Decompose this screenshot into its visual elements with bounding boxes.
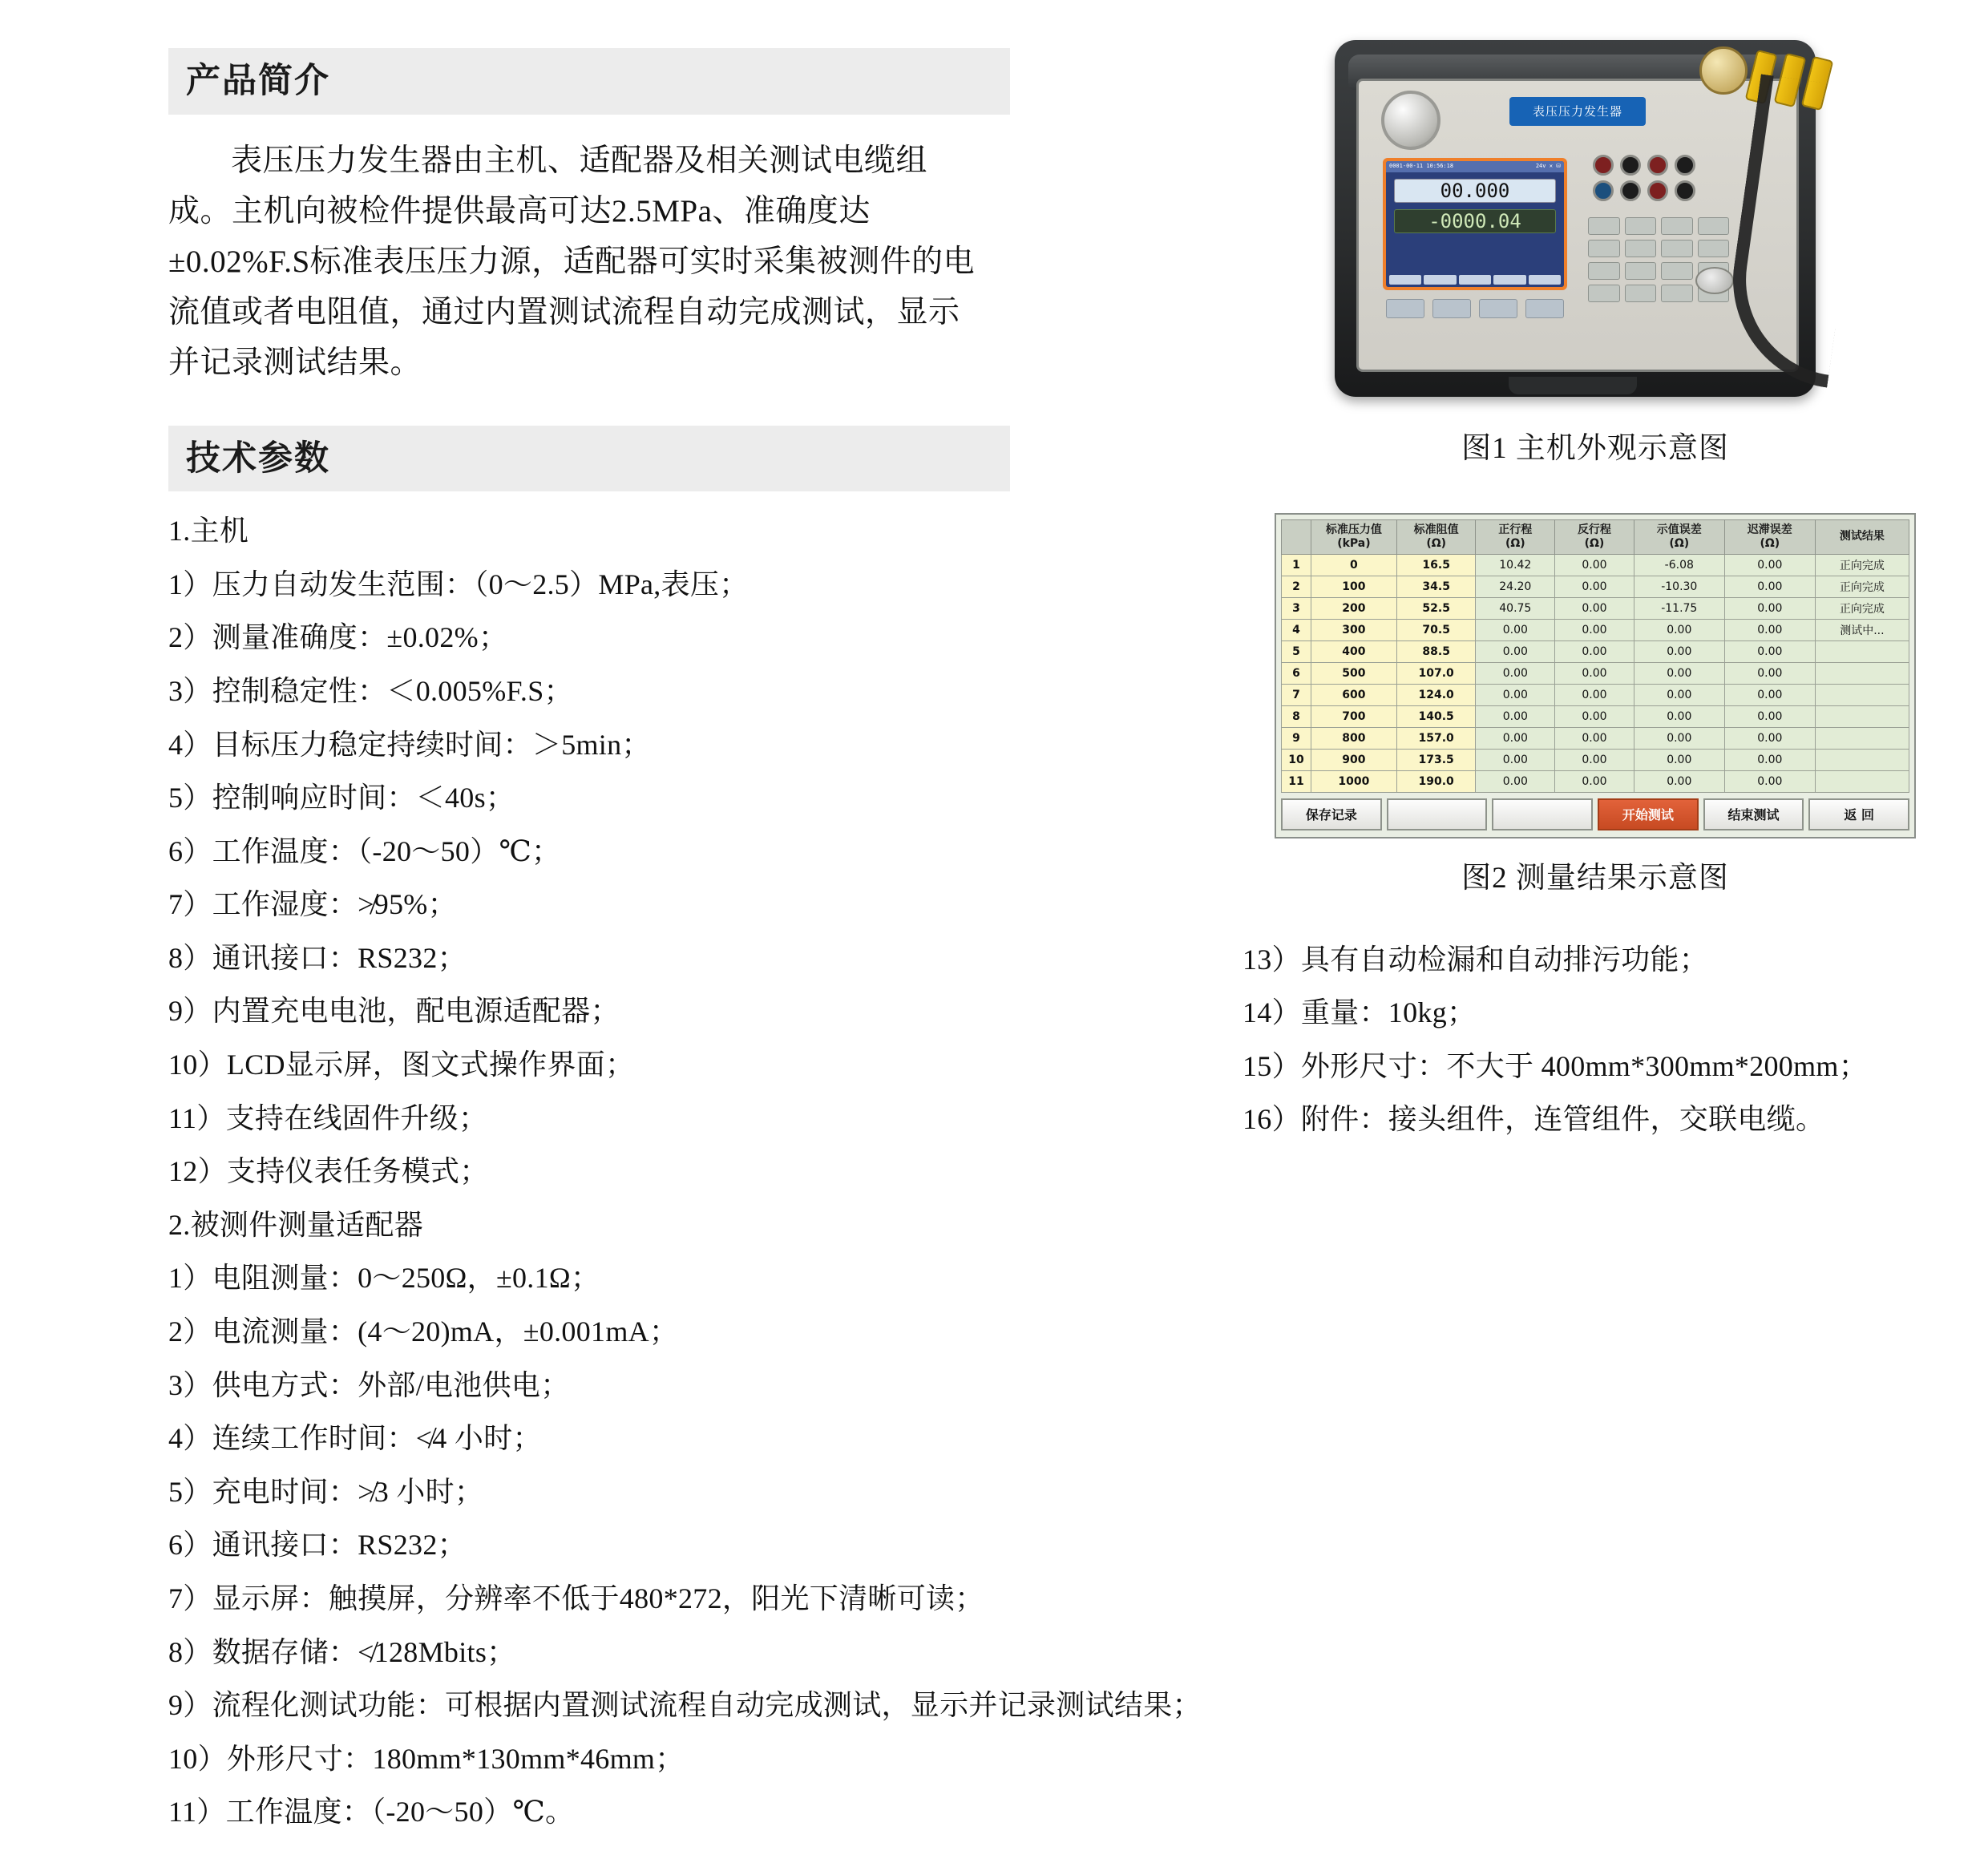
fig2-caption: 图2 测量结果示意图 <box>1461 861 1729 895</box>
cell-forward: 40.75 <box>1476 597 1555 619</box>
pressure-gauge-icon <box>1381 91 1440 150</box>
host-item-7: 7）工作湿度：≯95%； <box>168 888 457 921</box>
spec-list <box>168 515 1202 1829</box>
cell-hysteresis: 0.00 <box>1724 684 1815 705</box>
case-handle <box>1509 377 1637 394</box>
port-blue <box>1593 180 1614 201</box>
lcd-secondary-value: -0000.04 <box>1394 209 1556 233</box>
host-item-11: 11）支持在线固件升级； <box>168 1101 488 1134</box>
col-reverse-stroke: 反行程 (Ω) <box>1555 520 1634 555</box>
cell-reverse: 0.00 <box>1555 619 1634 640</box>
intro-paragraph: 表压压力发生器由主机、适配器及相关测试电缆组成。主机向被检件提供最高可达2.5MPa、准确度达±0.02%F.S标准表压压力源，适配器可实时采集被测件的电流值或者电阻值，通过内置测试流程自动完成测试，显示并记录测试结果。 <box>168 143 976 381</box>
cell-hysteresis: 0.00 <box>1724 705 1815 727</box>
left-column <box>168 48 1202 1850</box>
cell-hysteresis: 0.00 <box>1724 619 1815 640</box>
keypad-key <box>1588 240 1620 257</box>
cell-result: 正向完成 <box>1815 554 1909 576</box>
fig1-caption: 图1 主机外观示意图 <box>1461 432 1729 465</box>
adapter-item-2: 2）电流测量：(4～20)mA，±0.001mA； <box>168 1315 679 1348</box>
brass-connector <box>1699 46 1748 95</box>
cell-index: 11 <box>1282 770 1311 792</box>
port-black <box>1675 180 1695 201</box>
table-row[interactable] <box>1282 619 1909 640</box>
cell-error: 0.00 <box>1634 662 1724 684</box>
banana-port-group <box>1593 155 1721 203</box>
cell-result <box>1815 684 1909 705</box>
keypad-key <box>1625 217 1657 235</box>
cell-pressure: 1000 <box>1311 770 1396 792</box>
cell-result <box>1815 640 1909 662</box>
save-record-button[interactable]: 保存记录 <box>1281 798 1382 830</box>
cell-error: -11.75 <box>1634 597 1724 619</box>
cell-error: 0.00 <box>1634 640 1724 662</box>
col-index <box>1282 520 1311 555</box>
adapter-item-4: 4）连续工作时间：≮4 小时； <box>168 1422 542 1455</box>
port-red <box>1593 155 1614 176</box>
lcd-softkey <box>1424 275 1456 285</box>
device-panel <box>1356 79 1799 372</box>
function-key <box>1386 299 1424 318</box>
function-key <box>1432 299 1471 318</box>
adapter-item-6: 6）通讯接口：RS232； <box>168 1529 467 1562</box>
cell-pressure: 400 <box>1311 640 1396 662</box>
table-row[interactable] <box>1282 640 1909 662</box>
keypad-key <box>1588 262 1620 280</box>
adapter-item-3: 3）供电方式：外部/电池供电； <box>168 1368 570 1401</box>
cell-resistance: 88.5 <box>1396 640 1476 662</box>
cell-resistance: 70.5 <box>1396 619 1476 640</box>
spare-button-2[interactable] <box>1492 798 1593 830</box>
cell-pressure: 600 <box>1311 684 1396 705</box>
back-button[interactable]: 返 回 <box>1808 798 1909 830</box>
cell-reverse: 0.00 <box>1555 684 1634 705</box>
col-standard-pressure: 标准压力值 (kPa) <box>1311 520 1396 555</box>
cell-index: 1 <box>1282 554 1311 576</box>
adapter-item-7: 7）显示屏：触摸屏，分辨率不低于480*272，阳光下清晰可读； <box>168 1582 984 1615</box>
cell-reverse: 0.00 <box>1555 662 1634 684</box>
measurement-table <box>1281 519 1909 793</box>
cell-resistance: 124.0 <box>1396 684 1476 705</box>
panel-function-keys <box>1386 299 1564 318</box>
cell-index: 8 <box>1282 705 1311 727</box>
host-title: 1.主机 <box>168 515 249 548</box>
cell-index: 4 <box>1282 619 1311 640</box>
adapter-item-11: 11）工作温度：（-20～50）℃。 <box>168 1796 575 1829</box>
adapter-item-9: 9）流程化测试功能：可根据内置测试流程自动完成测试，显示并记录测试结果； <box>168 1689 1202 1722</box>
col-hysteresis-error: 迟滞误差 (Ω) <box>1724 520 1815 555</box>
host-item-13: 13）具有自动检漏和自动排污功能； <box>1242 943 1709 976</box>
cell-hysteresis: 0.00 <box>1724 554 1815 576</box>
lcd-screen <box>1386 161 1564 287</box>
cell-error: -10.30 <box>1634 576 1724 597</box>
function-key <box>1525 299 1564 318</box>
cell-forward: 0.00 <box>1476 749 1555 770</box>
adapter-item-8: 8）数据存储：≮128Mbits； <box>168 1635 516 1668</box>
table-row[interactable] <box>1282 662 1909 684</box>
cell-reverse: 0.00 <box>1555 749 1634 770</box>
cell-index: 9 <box>1282 727 1311 749</box>
table-row[interactable] <box>1282 576 1909 597</box>
cell-result: 正向完成 <box>1815 597 1909 619</box>
cell-pressure: 100 <box>1311 576 1396 597</box>
cell-error: 0.00 <box>1634 727 1724 749</box>
cell-resistance: 107.0 <box>1396 662 1476 684</box>
cell-resistance: 52.5 <box>1396 597 1476 619</box>
table-header-row <box>1282 520 1909 555</box>
keypad-key <box>1625 262 1657 280</box>
table-row[interactable] <box>1282 554 1909 576</box>
cell-forward: 0.00 <box>1476 619 1555 640</box>
col-test-result: 测试结果 <box>1815 520 1909 555</box>
cell-index: 3 <box>1282 597 1311 619</box>
cell-resistance: 157.0 <box>1396 727 1476 749</box>
control-knob <box>1695 267 1734 294</box>
cell-resistance: 173.5 <box>1396 749 1476 770</box>
host-spec-continued <box>1234 944 1956 1136</box>
cell-resistance: 190.0 <box>1396 770 1476 792</box>
cell-pressure: 700 <box>1311 705 1396 727</box>
host-item-8: 8）通讯接口：RS232； <box>168 941 467 974</box>
cell-pressure: 0 <box>1311 554 1396 576</box>
cell-reverse: 0.00 <box>1555 770 1634 792</box>
function-key <box>1479 299 1517 318</box>
lcd-timestamp: 0001-00-11 10:56:18 <box>1389 163 1454 169</box>
cell-error: 0.00 <box>1634 770 1724 792</box>
host-item-10: 10）LCD显示屏，图文式操作界面； <box>168 1049 635 1081</box>
cell-hysteresis: 0.00 <box>1724 770 1815 792</box>
keypad-key <box>1661 217 1693 235</box>
cell-pressure: 200 <box>1311 597 1396 619</box>
host-item-12: 12）支持仪表任务模式； <box>168 1155 489 1188</box>
table-row[interactable] <box>1282 597 1909 619</box>
lcd-bezel <box>1383 158 1567 290</box>
lcd-softkey <box>1459 275 1491 285</box>
host-item-15: 15）外形尺寸：不大于 400mm*300mm*200mm； <box>1242 1049 1869 1082</box>
cell-resistance: 16.5 <box>1396 554 1476 576</box>
cell-reverse: 0.00 <box>1555 640 1634 662</box>
cell-reverse: 0.00 <box>1555 576 1634 597</box>
cell-forward: 10.42 <box>1476 554 1555 576</box>
spec-heading: 技术参数 <box>168 426 1010 492</box>
cell-error: 0.00 <box>1634 705 1724 727</box>
keypad-key <box>1625 240 1657 257</box>
cell-pressure: 800 <box>1311 727 1396 749</box>
col-forward-stroke: 正行程 (Ω) <box>1476 520 1555 555</box>
cell-hysteresis: 0.00 <box>1724 640 1815 662</box>
host-item-16: 16）附件：接头组件，连管组件，交联电缆。 <box>1242 1103 1825 1136</box>
host-item-5: 5）控制响应时间：＜40s； <box>168 782 515 814</box>
host-item-4: 4）目标压力稳定持续时间：＞5min； <box>168 728 651 761</box>
lcd-softkey-row <box>1389 275 1561 285</box>
cell-pressure: 900 <box>1311 749 1396 770</box>
port-black <box>1620 155 1641 176</box>
device-photo <box>1251 32 1940 409</box>
cell-forward: 0.00 <box>1476 662 1555 684</box>
cell-result <box>1815 705 1909 727</box>
cell-forward: 0.00 <box>1476 727 1555 749</box>
host-item-14: 14）重量：10kg； <box>1242 996 1477 1029</box>
port-red <box>1647 180 1668 201</box>
stop-test-button[interactable]: 结束测试 <box>1703 798 1804 830</box>
port-red <box>1647 155 1668 176</box>
cell-result <box>1815 727 1909 749</box>
cell-forward: 24.20 <box>1476 576 1555 597</box>
table-body <box>1282 554 1909 792</box>
keypad-key <box>1698 240 1730 257</box>
lcd-softkey <box>1529 275 1561 285</box>
host-item-2: 2）测量准确度：±0.02%； <box>168 621 508 654</box>
adapter-item-10: 10）外形尺寸：180mm*130mm*46mm； <box>168 1742 685 1775</box>
cell-index: 10 <box>1282 749 1311 770</box>
device-badge: 表压压力发生器 <box>1509 97 1646 126</box>
cell-index: 7 <box>1282 684 1311 705</box>
host-item-3: 3）控制稳定性：＜0.005%F.S； <box>168 674 573 707</box>
col-indication-error: 示值误差 (Ω) <box>1634 520 1724 555</box>
cell-resistance: 34.5 <box>1396 576 1476 597</box>
cell-result <box>1815 770 1909 792</box>
cell-hysteresis: 0.00 <box>1724 576 1815 597</box>
cell-reverse: 0.00 <box>1555 597 1634 619</box>
screen-button-bar <box>1281 798 1909 830</box>
cell-result <box>1815 749 1909 770</box>
col-standard-resistance: 标准阻值 (Ω) <box>1396 520 1476 555</box>
cell-resistance: 140.5 <box>1396 705 1476 727</box>
keypad-key <box>1698 217 1730 235</box>
cell-pressure: 300 <box>1311 619 1396 640</box>
spare-button-1[interactable] <box>1387 798 1488 830</box>
cell-error: 0.00 <box>1634 619 1724 640</box>
keypad-key <box>1661 240 1693 257</box>
cell-index: 5 <box>1282 640 1311 662</box>
cell-error: 0.00 <box>1634 749 1724 770</box>
port-black <box>1620 180 1641 201</box>
cell-result: 测试中... <box>1815 619 1909 640</box>
cell-result: 正向完成 <box>1815 576 1909 597</box>
lcd-battery-icon: 24v ✕ ⛁ <box>1535 163 1561 169</box>
table-row[interactable] <box>1282 727 1909 749</box>
cell-result <box>1815 662 1909 684</box>
cell-pressure: 500 <box>1311 662 1396 684</box>
cell-forward: 0.00 <box>1476 684 1555 705</box>
adapter-title: 2.被测件测量适配器 <box>168 1208 423 1241</box>
cell-forward: 0.00 <box>1476 705 1555 727</box>
cell-forward: 0.00 <box>1476 770 1555 792</box>
keypad-key <box>1588 217 1620 235</box>
lcd-softkey <box>1389 275 1421 285</box>
cell-reverse: 0.00 <box>1555 554 1634 576</box>
intro-heading: 产品简介 <box>168 48 1010 115</box>
keypad-key <box>1625 285 1657 302</box>
lcd-softkey <box>1493 275 1525 285</box>
port-black <box>1675 155 1695 176</box>
host-item-1: 1）压力自动发生范围：（0～2.5）MPa,表压； <box>168 568 749 600</box>
table-row[interactable] <box>1282 749 1909 770</box>
measurement-screen <box>1275 513 1916 838</box>
cell-forward: 0.00 <box>1476 640 1555 662</box>
cell-index: 2 <box>1282 576 1311 597</box>
cell-hysteresis: 0.00 <box>1724 662 1815 684</box>
table-row[interactable] <box>1282 770 1909 792</box>
lcd-primary-value: 00.000 <box>1394 179 1556 203</box>
cell-error: -6.08 <box>1634 554 1724 576</box>
cell-error: 0.00 <box>1634 684 1724 705</box>
host-item-6: 6）工作温度：（-20～50）℃； <box>168 834 561 867</box>
table-row[interactable] <box>1282 684 1909 705</box>
adapter-item-5: 5）充电时间：≯3 小时； <box>168 1475 484 1508</box>
lcd-statusbar <box>1386 161 1564 172</box>
adapter-item-1: 1）电阻测量：0～250Ω，±0.1Ω； <box>168 1262 600 1295</box>
keypad-key <box>1661 262 1693 280</box>
cell-hysteresis: 0.00 <box>1724 749 1815 770</box>
table-row[interactable] <box>1282 705 1909 727</box>
host-item-9: 9）内置充电电池，配电源适配器； <box>168 995 620 1028</box>
right-column <box>1234 32 1956 1158</box>
cell-reverse: 0.00 <box>1555 705 1634 727</box>
cell-hysteresis: 0.00 <box>1724 727 1815 749</box>
keypad-key <box>1588 285 1620 302</box>
cell-hysteresis: 0.00 <box>1724 597 1815 619</box>
cell-reverse: 0.00 <box>1555 727 1634 749</box>
keypad-key <box>1661 285 1693 302</box>
cell-index: 6 <box>1282 662 1311 684</box>
start-test-button[interactable]: 开始测试 <box>1598 798 1699 830</box>
